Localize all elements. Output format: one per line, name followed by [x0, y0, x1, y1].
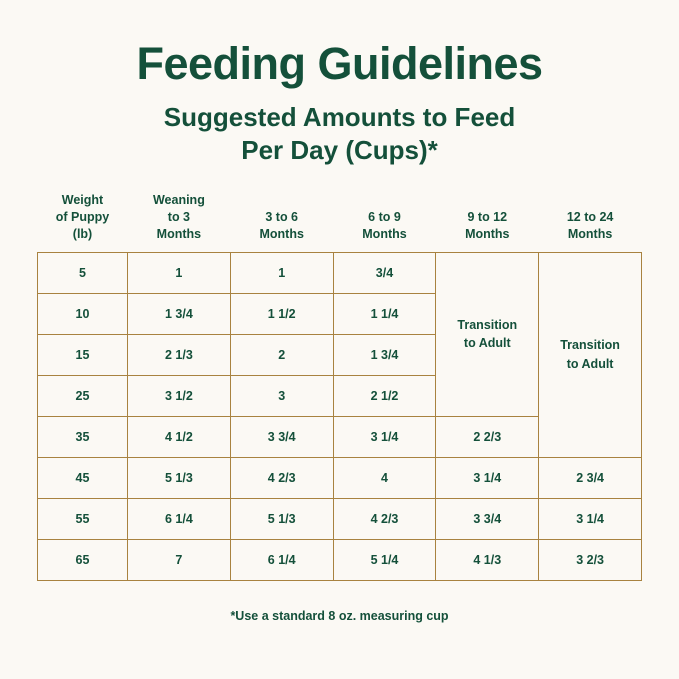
page-subtitle	[164, 101, 516, 166]
cell-12-to-24-transition	[539, 252, 642, 457]
cell-6-to-9: 4 2/3	[333, 498, 436, 539]
cell-12-to-24: 2 3/4	[539, 457, 642, 498]
column-header-weight-line3: (lb)	[72, 227, 93, 241]
cell-weaning-to-3: 3 1/2	[128, 375, 231, 416]
column-header-3-to-6-months	[230, 192, 333, 252]
column-header-12to24-line2: 12 to 24	[566, 210, 614, 225]
cell-3-to-6: 5 1/3	[230, 498, 333, 539]
cell-9-to-12: 4 1/3	[436, 539, 539, 580]
cell-weaning-to-3: 5 1/3	[128, 457, 231, 498]
column-header-6-to-9-months	[333, 192, 436, 252]
footnote: *Use a standard 8 oz. measuring cup	[230, 608, 449, 623]
cell-3-to-6: 1 1/2	[230, 293, 333, 334]
cell-weaning-to-3: 6 1/4	[128, 498, 231, 539]
table-header-row	[38, 192, 642, 252]
column-header-6to9-line2: 6 to 9	[368, 210, 401, 225]
cell-3-to-6: 2	[230, 334, 333, 375]
cell-6-to-9: 1 1/4	[333, 293, 436, 334]
transition-line-1: Transition	[560, 338, 620, 353]
cell-6-to-9: 5 1/4	[333, 539, 436, 580]
transition-line-1: Transition	[457, 317, 518, 332]
cell-weight: 25	[38, 375, 128, 416]
column-header-weight-line2: of Puppy	[55, 210, 110, 225]
column-header-weaning-line2: to 3	[167, 210, 191, 225]
cell-9-to-12: 3 3/4	[436, 498, 539, 539]
cell-weaning-to-3: 1	[128, 252, 231, 293]
cell-3-to-6: 1	[230, 252, 333, 293]
cell-weight: 55	[38, 498, 128, 539]
table-header	[38, 192, 642, 252]
cell-3-to-6: 3	[230, 375, 333, 416]
table-row	[38, 457, 642, 498]
table-row	[38, 539, 642, 580]
cell-6-to-9: 2 1/2	[333, 375, 436, 416]
feeding-table	[37, 192, 642, 581]
cell-weaning-to-3: 2 1/3	[128, 334, 231, 375]
column-header-12-to-24-months	[539, 192, 642, 252]
cell-weaning-to-3: 1 3/4	[128, 293, 231, 334]
cell-weight: 65	[38, 539, 128, 580]
column-header-weight-line1: Weight	[61, 193, 104, 208]
cell-weaning-to-3: 4 1/2	[128, 416, 231, 457]
page-title: Feeding Guidelines	[136, 38, 543, 89]
cell-weaning-to-3: 7	[128, 539, 231, 580]
subtitle-line-2: Per Day (Cups)*	[241, 134, 438, 165]
column-header-9-to-12-months	[436, 192, 539, 252]
table-row	[38, 498, 642, 539]
cell-9-to-12: 3 1/4	[436, 457, 539, 498]
cell-3-to-6: 3 3/4	[230, 416, 333, 457]
cell-9-to-12: 2 2/3	[436, 416, 539, 457]
transition-line-2: to Adult	[463, 336, 511, 351]
cell-6-to-9: 3/4	[333, 252, 436, 293]
cell-6-to-9: 1 3/4	[333, 334, 436, 375]
cell-weight: 45	[38, 457, 128, 498]
column-header-weaning-line1: Weaning	[152, 193, 205, 208]
cell-weight: 5	[38, 252, 128, 293]
column-header-9to12-line3: Months	[465, 227, 510, 241]
column-header-9to12-line2: 9 to 12	[467, 210, 508, 225]
cell-9-to-12-transition	[436, 252, 539, 416]
cell-12-to-24: 3 2/3	[539, 539, 642, 580]
table-row	[38, 252, 642, 293]
column-header-3to6-line2: 3 to 6	[265, 210, 299, 225]
cell-12-to-24: 3 1/4	[539, 498, 642, 539]
cell-3-to-6: 6 1/4	[230, 539, 333, 580]
column-header-12to24-line3: Months	[567, 227, 613, 241]
cell-weight: 15	[38, 334, 128, 375]
cell-6-to-9: 4	[333, 457, 436, 498]
column-header-weaning-to-3-months	[128, 192, 231, 252]
transition-line-2: to Adult	[566, 356, 614, 371]
column-header-weight	[38, 192, 128, 252]
cell-6-to-9: 3 1/4	[333, 416, 436, 457]
column-header-weaning-line3: Months	[156, 227, 202, 241]
table-body	[38, 252, 642, 580]
column-header-3to6-line3: Months	[259, 227, 304, 241]
cell-weight: 35	[38, 416, 128, 457]
subtitle-line-1: Suggested Amounts to Feed	[163, 102, 516, 133]
cell-3-to-6: 4 2/3	[230, 457, 333, 498]
column-header-6to9-line3: Months	[362, 227, 407, 241]
cell-weight: 10	[38, 293, 128, 334]
